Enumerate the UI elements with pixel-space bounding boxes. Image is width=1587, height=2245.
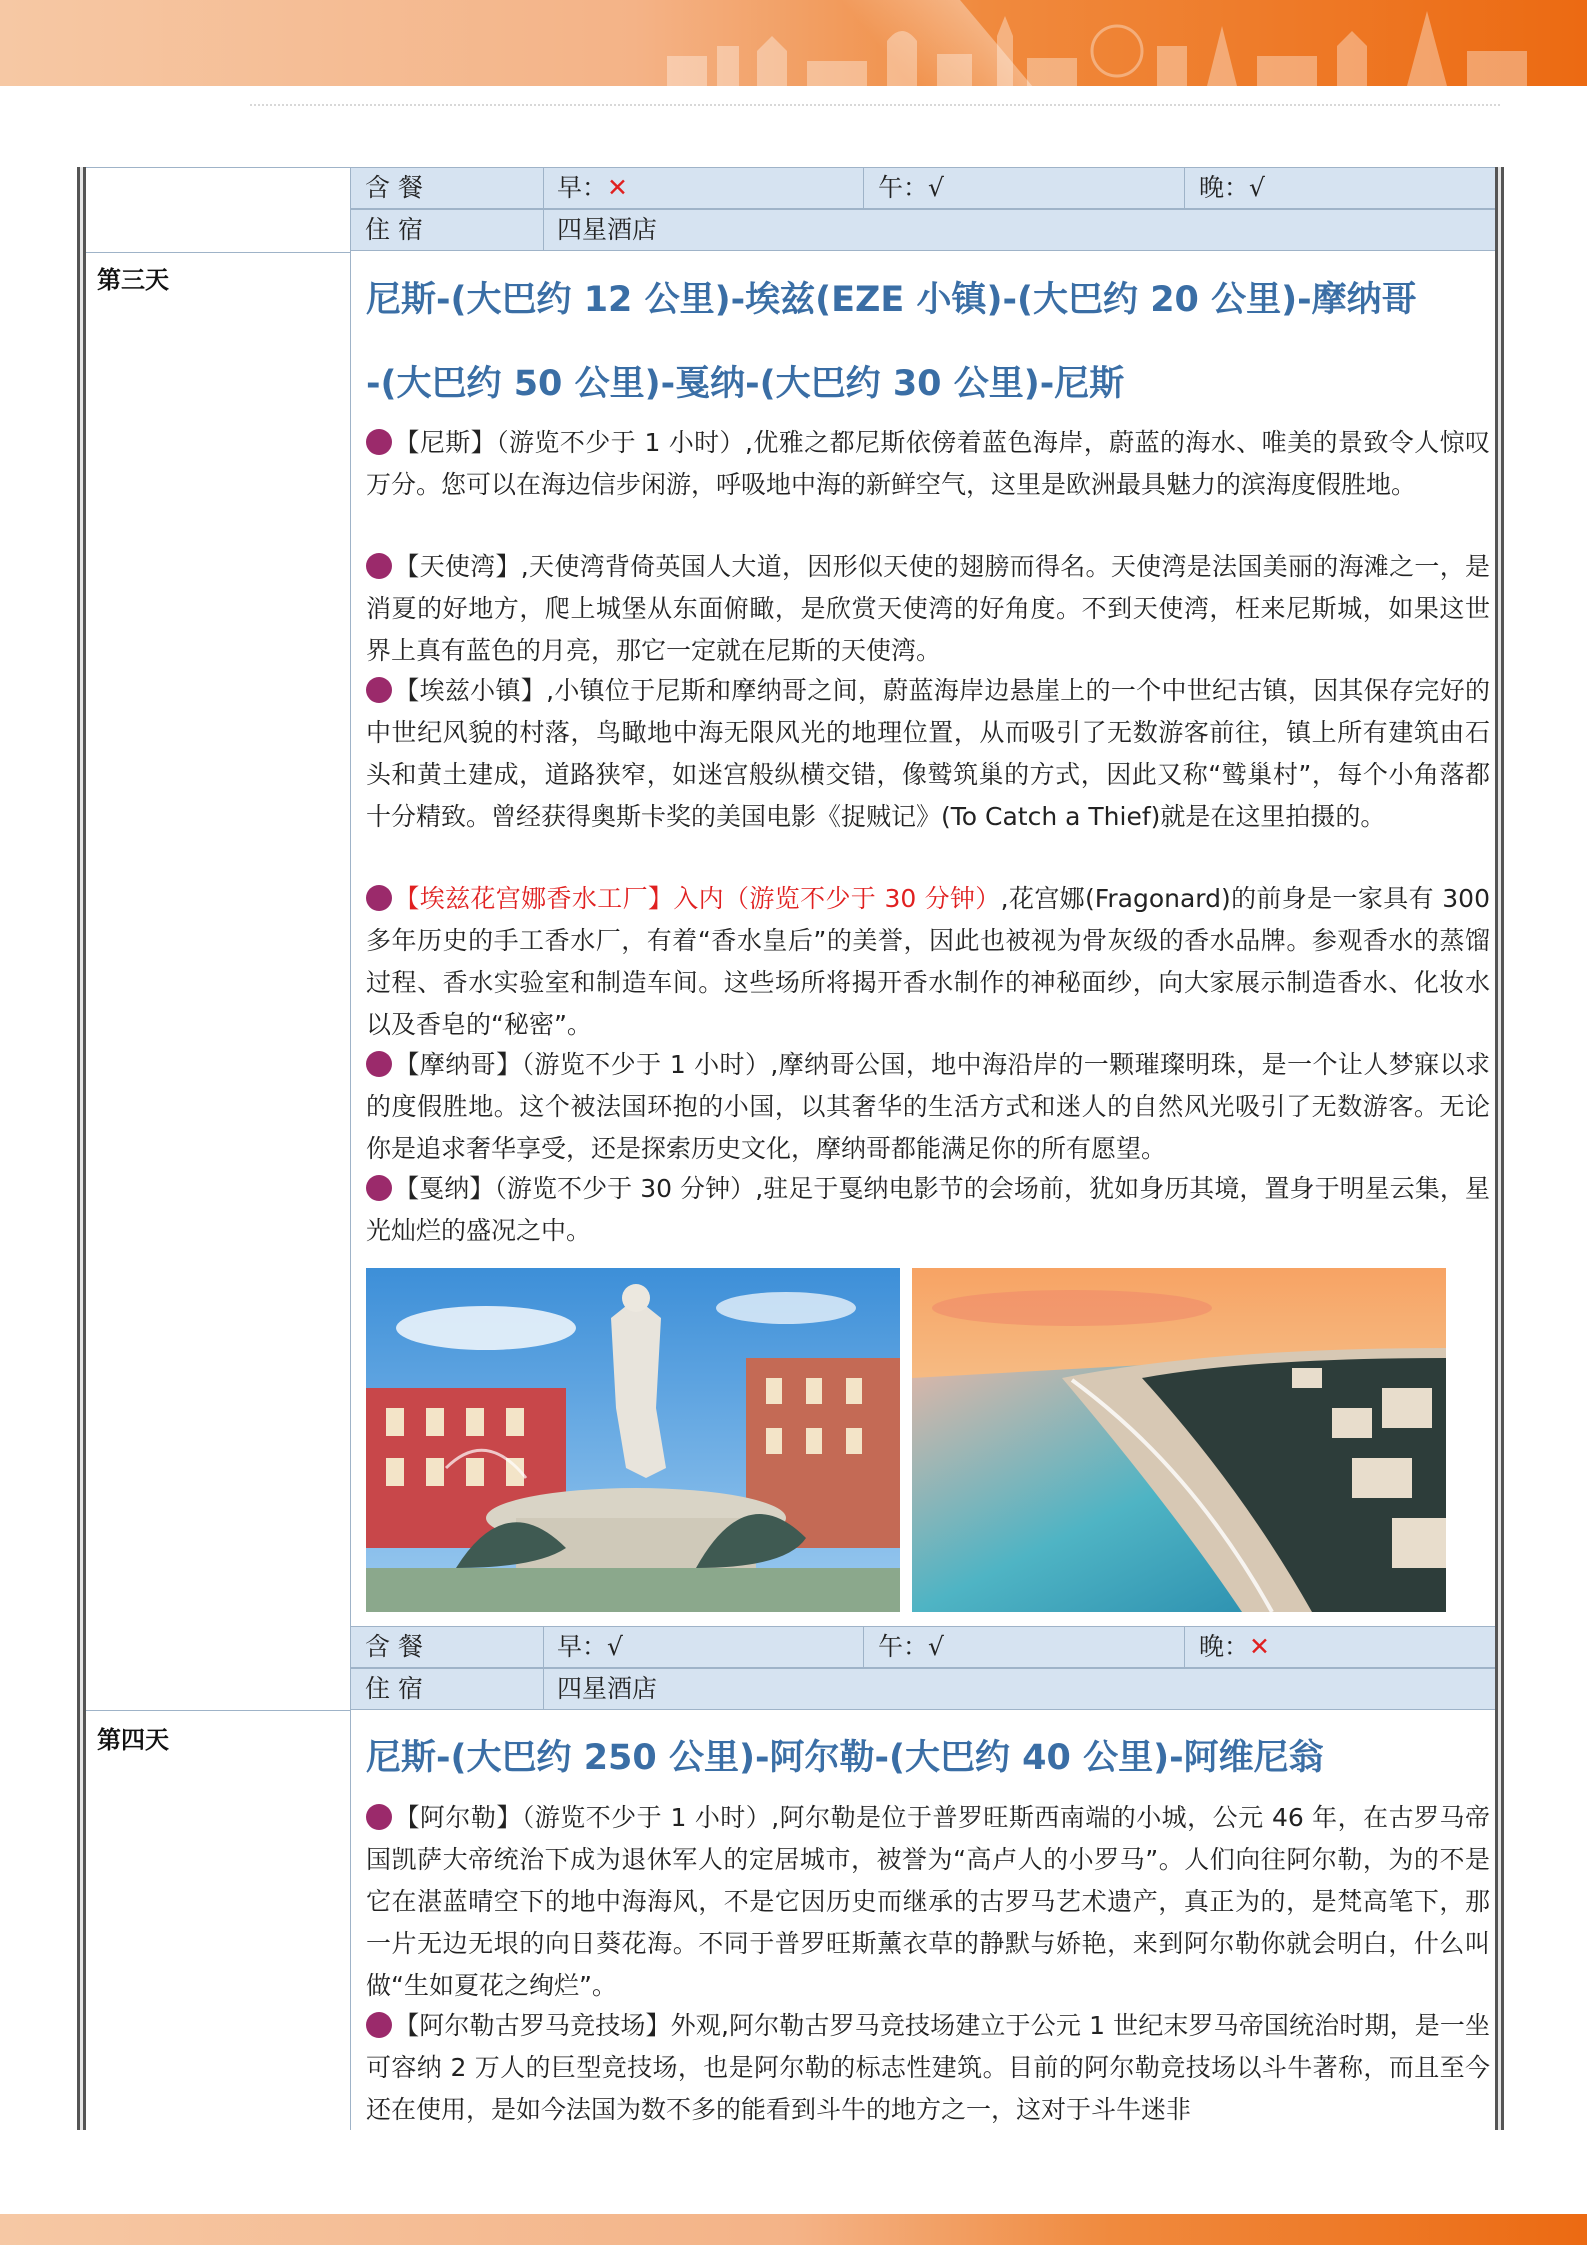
cell-divider xyxy=(543,1669,544,1709)
hotel-value: 四星酒店 xyxy=(557,1674,658,1703)
day3-label: 第三天 xyxy=(97,266,169,294)
hotel-row-bottom xyxy=(351,1668,1495,1710)
day3-title-line1: 尼斯-(大巴约 12 公里)-埃兹(EZE 小镇)-(大巴约 20 公里)-摩纳哥 xyxy=(366,280,1417,320)
bullet-icon xyxy=(366,553,392,579)
nice-coastline-sunset-photo xyxy=(912,1268,1446,1612)
bullet-icon xyxy=(366,1804,392,1830)
header-dotted-rule xyxy=(250,104,1500,106)
hotel-label: 住 宿 xyxy=(365,215,423,244)
cell-divider xyxy=(543,210,544,250)
lunch-cell: 午：√ xyxy=(878,173,944,202)
meal-label: 含 餐 xyxy=(365,173,423,202)
cross-icon: ✕ xyxy=(607,173,628,202)
bullet-icon xyxy=(366,429,392,455)
nice-fountain-photo xyxy=(366,1268,900,1612)
day3-eze-paragraph: 【埃兹小镇】,小镇位于尼斯和摩纳哥之间，蔚蓝海岸边悬崖上的一个中世纪古镇，因其保存完好的中世纪风貌的村落，鸟瞰地中海无限风光的地理位置，从而吸引了无数游客前往，镇上所有建筑由石头和黄土建成，道路狭窄，如迷宫般纵横交错，像鹫筑巢的方式，因此又称“鹫巢村”，每个小角落都十分精致。曾经获得奥斯卡奖的美国电影《捉贼记》(To Catch a Thief)就是在这里拍摄的。 xyxy=(366,676,1490,831)
hotel-value: 四星酒店 xyxy=(557,215,658,244)
breakfast-cell: 早：√ xyxy=(557,1632,623,1661)
cell-divider xyxy=(543,168,544,208)
bullet-icon xyxy=(366,885,392,911)
day3-title-line2: -(大巴约 50 公里)-戛纳-(大巴约 30 公里)-尼斯 xyxy=(366,364,1125,404)
footer-band xyxy=(0,2214,1587,2245)
meal-row-bottom xyxy=(351,1626,1495,1668)
dinner-cell: 晚：√ xyxy=(1199,173,1265,202)
day4-separator xyxy=(86,1710,351,1711)
cell-divider xyxy=(1184,168,1185,208)
cell-divider xyxy=(863,1627,864,1667)
city-skyline-illustration xyxy=(647,6,1547,86)
bullet-icon xyxy=(366,677,392,703)
day3-cannes-paragraph: 【戛纳】（游览不少于 30 分钟）,驻足于戛纳电影节的会场前，犹如身历其境，置身于明星云集，星光灿烂的盛况之中。 xyxy=(366,1174,1490,1245)
day4-label: 第四天 xyxy=(97,1726,169,1754)
breakfast-cell: 早：✕ xyxy=(557,173,628,202)
day3-separator xyxy=(86,252,351,253)
day4-arles-paragraph: 【阿尔勒】（游览不少于 1 小时）,阿尔勒是位于普罗旺斯西南端的小城，公元 46 年，在古罗马帝国凯萨大帝统治下成为退休军人的定居城市，被誉为“高卢人的小罗马”。人们向往阿尔勒，为的不是它在湛蓝晴空下的地中海海风，不是它因历史而继承的古罗马艺术遗产，真正为的，是梵高笔下，那一片无边无垠的向日葵花海。不同于普罗旺斯薰衣草的静默与娇艳，来到阿尔勒你就会明白，什么叫做“生如夏花之绚烂”。 xyxy=(366,1803,1490,2000)
day3-monaco-paragraph: 【摩纳哥】（游览不少于 1 小时）,摩纳哥公国，地中海沿岸的一颗璀璨明珠，是一个让人梦寐以求的度假胜地。这个被法国环抱的小国，以其奢华的生活方式和迷人的自然风光吸引了无数游客。无论你是追求奢华享受，还是探索历史文化，摩纳哥都能满足你的所有愿望。 xyxy=(366,1050,1490,1163)
day4-arena-paragraph: 【阿尔勒古罗马竞技场】外观,阿尔勒古罗马竞技场建立于公元 1 世纪末罗马帝国统治时期，是一坐可容纳 2 万人的巨型竞技场，也是阿尔勒的标志性建筑。目前的阿尔勒竞技场以斗牛著称，而且至今还在使用，是如今法国为数不多的能看到斗牛的地方之一，这对于斗牛迷非 xyxy=(366,2011,1490,2124)
hotel-row-top xyxy=(351,209,1495,251)
table-column-divider xyxy=(350,167,351,2130)
meal-row-top xyxy=(351,167,1495,209)
day3-fragonard-paragraph: 【埃兹花宫娜香水工厂】入内（游览不少于 30 分钟）,花宫娜(Fragonard)的前身是一家具有 300 多年历史的手工香水厂，有着“香水皇后”的美誉，因此也被视为骨灰级的香水品牌。参观香水的蒸馏过程、香水实验室和制造车间。这些场所将揭开香水制作的神秘面纱，向大家展示制造香水、化妆水以及香皂的“秘密”。 xyxy=(366,884,1490,1039)
header-band xyxy=(0,0,1587,86)
lunch-cell: 午：√ xyxy=(878,1632,944,1661)
cell-divider xyxy=(543,1627,544,1667)
day3-baie-des-anges-paragraph: 【天使湾】,天使湾背倚英国人大道，因形似天使的翅膀而得名。天使湾是法国美丽的海滩之一，是消夏的好地方，爬上城堡从东面俯瞰，是欣赏天使湾的好角度。不到天使湾，枉来尼斯城，如果这世界上真有蓝色的月亮，那它一定就在尼斯的天使湾。 xyxy=(366,552,1490,665)
cell-divider xyxy=(1184,1627,1185,1667)
day4-title: 尼斯-(大巴约 250 公里)-阿尔勒-(大巴约 40 公里)-阿维尼翁 xyxy=(366,1738,1324,1778)
table-right-border xyxy=(1495,167,1504,2130)
bullet-icon xyxy=(366,1175,392,1201)
table-left-border xyxy=(77,167,86,2130)
bullet-icon xyxy=(366,1051,392,1077)
day3-nice-paragraph: 【尼斯】（游览不少于 1 小时）,优雅之都尼斯依傍着蓝色海岸，蔚蓝的海水、唯美的景致令人惊叹万分。您可以在海边信步闲游，呼吸地中海的新鲜空气，这里是欧洲最具魅力的滨海度假胜地。 xyxy=(366,428,1490,499)
cross-icon: ✕ xyxy=(1249,1632,1270,1661)
bullet-icon xyxy=(366,2012,392,2038)
cell-divider xyxy=(863,168,864,208)
hotel-label: 住 宿 xyxy=(365,1674,423,1703)
dinner-cell: 晚：✕ xyxy=(1199,1632,1270,1661)
meal-label: 含 餐 xyxy=(365,1632,423,1661)
